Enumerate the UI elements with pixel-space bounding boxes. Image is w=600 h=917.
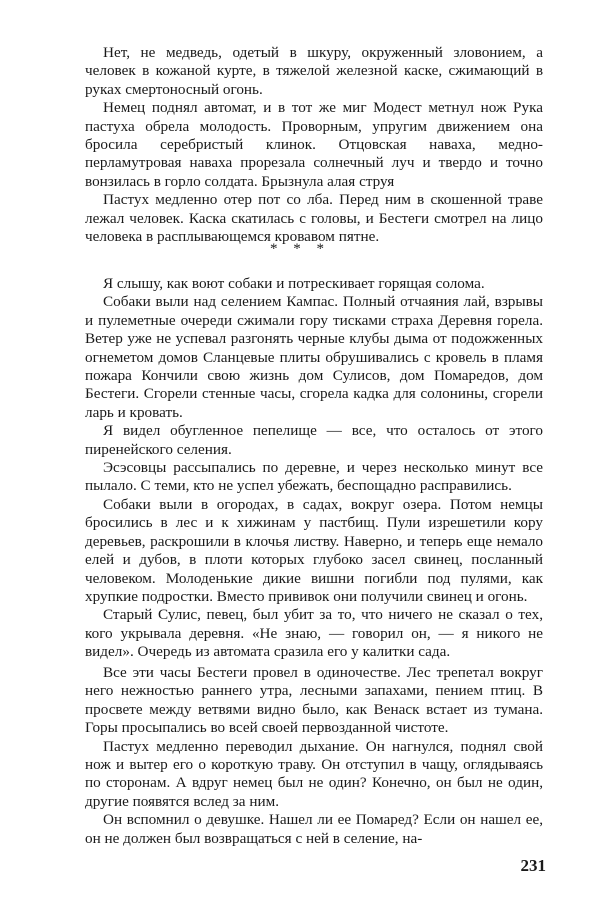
text-section-a [85,44,543,246]
paragraph: Нет, не медведь, одетый в шкуру, окруженный зловонием, а человек в кожаной курте, в тяжелой железной каске, сжимающий в руках смертоносный огонь. [85,44,543,98]
paragraph: Старый Сулис, певец, был убит за то, что ничего не сказал о тех, кого укрывала деревня. «Не знаю, — говорил он, — я никого не видел». Очередь из автомата сразила его у калитки сада. [85,606,543,661]
text-section-b [85,275,543,662]
paragraph: Собаки выли в огородах, в садах, вокруг озера. Потом немцы бросились в лес и к хижинам у пастбищ. Пули изрешетили кору деревьев, раскрошили в клочья листву. Наверно, и теперь еще немало елей и дубов, в плоти которых глубоко засел свинец, посланный человеком. Молоденькие дикие вишни погибли под пулями, как хрупкие подростки. Вместо прививок они получили свинец и огонь. [85,495,543,605]
page-number: 231 [520,856,546,875]
paragraph: Пастух медленно переводил дыхание. Он нагнулся, поднял свой нож и вытер его о короткую траву. Он отступил в чащу, оглядываясь по сторонам. А вдруг немец был не один? Конечно, он был не один, другие появятся вслед за ним. [85,737,543,810]
paragraph: Немец поднял автомат, и в тот же миг Модест метнул нож Рука пастуха обрела молодость. Проворным, упругим движением она бросила серебристый клинок. Отцовская наваха, медно-перламутровая наваха прорезала солнечный луч и твердо и точно вонзилась в горло солдата. Брызнула алая струя [85,99,543,190]
text-section-c [85,664,543,848]
paragraph: Я видел обугленное пепелище — все, что осталось от этого пиренейского селения. [85,422,543,458]
paragraph: Эсэсовцы рассыпались по деревне, и через несколько минут все пылало. С теми, кто не успел убежать, беспощадно расправились. [85,459,543,495]
paragraph: Я слышу, как воют собаки и потрескивает горящая солома. [103,275,485,292]
paragraph: Собаки выли над селением Кампас. Полный отчаяния лай, взрывы и пулеметные очереди сжимали гору тисками страха Деревня горела. Ветер уже не успевал разгонять черные клубы дыма от подожженных огнеметом домов Сланцевые плиты обрушивались с кровель в пламя пожара Кончили свою жизнь дом Сулисов, дом Помаредов, дом Бестеги. Сгорели стенные часы, сгорела кадка для солонины, сгорели ларь и кровать. [85,293,543,421]
paragraph: Пастух медленно отер пот со лба. Перед ним в скошенной траве лежал человек. Каска скатилась с головы, и Бестеги смотрел на лицо человека в расплывающемся кровавом пятне. [85,191,543,246]
paragraph: Он вспомнил о девушке. Нашел ли ее Помаред? Если он нашел ее, он не должен был возвращаться с ней в селение, на- [85,811,543,847]
paragraph: Все эти часы Бестеги провел в одиночестве. Лес трепетал вокруг него нежностью раннего утра, лесными запахами, пением птиц. В просвете между ветвями видно было, как Венаск встает из тумана. Горы просыпались во всей своей первозданной чистоте. [85,664,543,737]
section-separator: * * * [270,241,330,257]
